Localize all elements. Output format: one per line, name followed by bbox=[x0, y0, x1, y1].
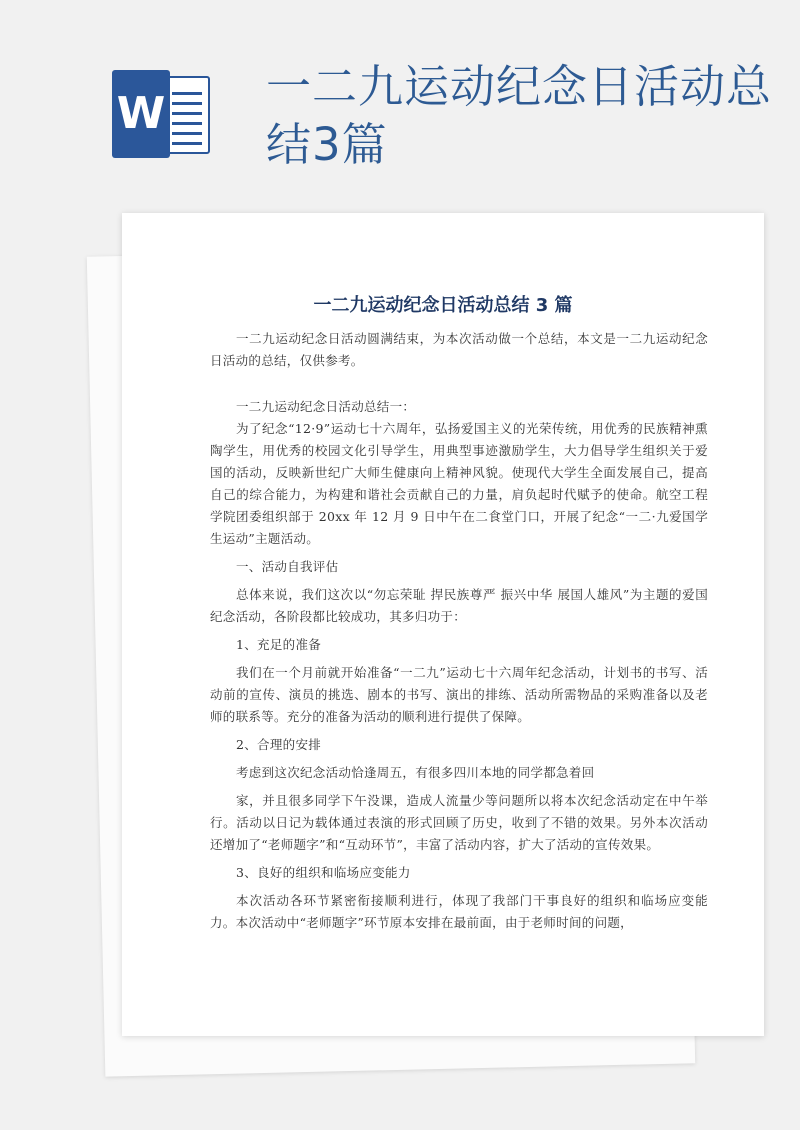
body-paragraph: 考虑到这次纪念活动恰逢周五，有很多四川本地的同学都急着回 bbox=[236, 765, 595, 780]
header bbox=[0, 0, 800, 200]
subsection-heading: 1、充足的准备 bbox=[236, 637, 322, 652]
body-paragraph: 家，并且很多同学下午没课，造成人流量少等问题所以将本次纪念活动定在中午举行。活动以日记为载体通过表演的形式回顾了历史，收到了不错的效果。另外本次活动还增加了“老师题字”和“互动环节”，丰富了活动内容，扩大了活动的宣传效果。 bbox=[210, 793, 708, 852]
document-page bbox=[122, 213, 764, 1036]
subsection-heading: 3、良好的组织和临场应变能力 bbox=[236, 865, 411, 880]
word-badge: W bbox=[112, 70, 170, 158]
document-body bbox=[210, 328, 708, 934]
body-paragraph: 本次活动各环节紧密衔接顺利进行，体现了我部门干事良好的组织和临场应变能力。本次活动中“老师题字”环节原本安排在最前面，由于老师时间的问题， bbox=[210, 893, 708, 930]
body-paragraph: 为了纪念“12·9”运动七十六周年，弘扬爱国主义的光荣传统，用优秀的民族精神熏陶学生，用优秀的校园文化引导学生，用典型事迹激励学生，大力倡导学生组织关于爱国的活动，反映新世纪广大师生健康向上精神风貌。使现代大学生全面发展自己，提高自己的综合能力，为构建和谐社会贡献自己的力量，肩负起时代赋予的使命。航空工程学院团委组织部于 20xx 年 12 月 9 日中午在二食堂门口，开展了纪念“一二·九爱国学生运动”主题活动。 bbox=[210, 421, 708, 546]
section-heading: 一二九运动纪念日活动总结一： bbox=[236, 399, 416, 414]
subsection-heading: 2、合理的安排 bbox=[236, 737, 322, 752]
subsection-heading: 一、活动自我评估 bbox=[236, 559, 339, 574]
intro-paragraph: 一二九运动纪念日活动圆满结束，为本次活动做一个总结，本文是一二九运动纪念日活动的总结，仅供参考。 bbox=[210, 331, 708, 368]
body-paragraph: 我们在一个月前就开始准备“一二九”运动七十六周年纪念活动，计划书的书写、活动前的宣传、演员的挑选、剧本的书写、演出的排练、活动所需物品的采购准备以及老师的联系等。充分的准备为活动的顺利进行提供了保障。 bbox=[210, 665, 708, 724]
page-title: 一二九运动纪念日活动总结3篇 bbox=[266, 60, 773, 171]
body-paragraph: 总体来说，我们这次以“勿忘荣耻 捍民族尊严 振兴中华 展国人雄风”为主题的爱国纪念活动，各阶段都比较成功，其多归功于： bbox=[210, 587, 708, 624]
document-title: 一二九运动纪念日活动总结 3 篇 bbox=[313, 295, 573, 316]
word-document-icon bbox=[112, 70, 212, 158]
